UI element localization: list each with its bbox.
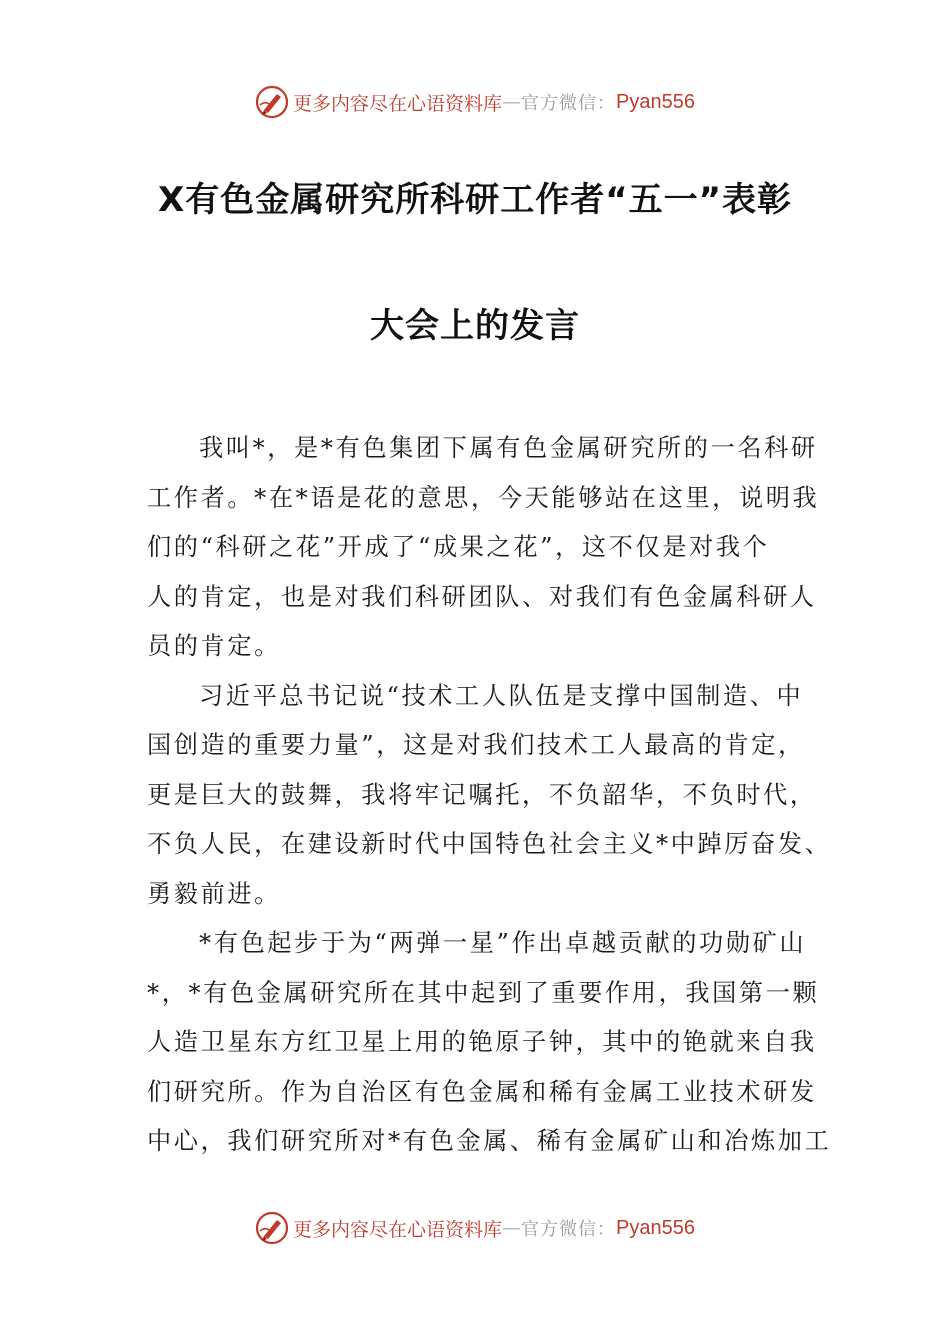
banner-wechat-id: Pyan556 [616,1216,695,1239]
document-title-line-1: X有色金属研究所科研工作者“五一”表彰 [158,180,792,220]
text-line: 国创造的重要力量”，这是对我们技术工人最高的肯定， [147,731,805,759]
banner-wechat-id: Pyan556 [616,90,695,113]
banner-dash: — [502,1217,522,1239]
text-line: 员的肯定。 [147,632,281,660]
banner-wechat-label: 官方微信： [521,93,617,114]
banner-title: 更多内容尽在心语资料库 [293,92,503,115]
text-line: 们的“科研之花”开成了“成果之花”，这不仅是对我个 [147,533,770,561]
document-body [147,424,832,1167]
text-line: 工作者。*在*语是花的意思，今天能够站在这里，说明我 [147,483,820,512]
text-line: 们研究所。作为自治区有色金属和稀有金属工业技术研发 [147,1077,817,1106]
footer-banner [0,1208,950,1248]
text-line: 中心，我们研究所对*有色金属、稀有金属矿山和冶炼加工 [147,1127,832,1155]
header-banner [0,82,950,122]
text-line: 习近平总书记说“技术工人队伍是支撑中国制造、中 [199,681,804,710]
text-line: 更是巨大的鼓舞，我将牢记嘱托，不负韶华，不负时代， [147,780,817,809]
text-line: 我叫*，是*有色集团下属有色金属研究所的一名科研 [199,434,818,462]
text-line: 人的肯定，也是对我们科研团队、对我们有色金属科研人 [147,582,817,611]
text-line: 不负人民，在建设新时代中国特色社会主义*中踔厉奋发、 [147,830,832,858]
text-line: *有色起步于为“两弹一星”作出卓越贡献的功勋矿山 [199,929,807,957]
banner-title: 更多内容尽在心语资料库 [293,1218,503,1241]
banner-dash: — [502,91,522,113]
document-title-line-2: 大会上的发言 [370,306,580,346]
pen-logo-icon [255,85,289,119]
text-line: 勇毅前进。 [147,879,281,908]
banner-wechat-label: 官方微信： [521,1219,617,1240]
text-line: *，*有色金属研究所在其中起到了重要作用，我国第一颗 [147,978,820,1007]
pen-logo-icon [255,1211,289,1245]
text-line: 人造卫星东方红卫星上用的铯原子钟，其中的铯就来自我 [147,1028,817,1056]
